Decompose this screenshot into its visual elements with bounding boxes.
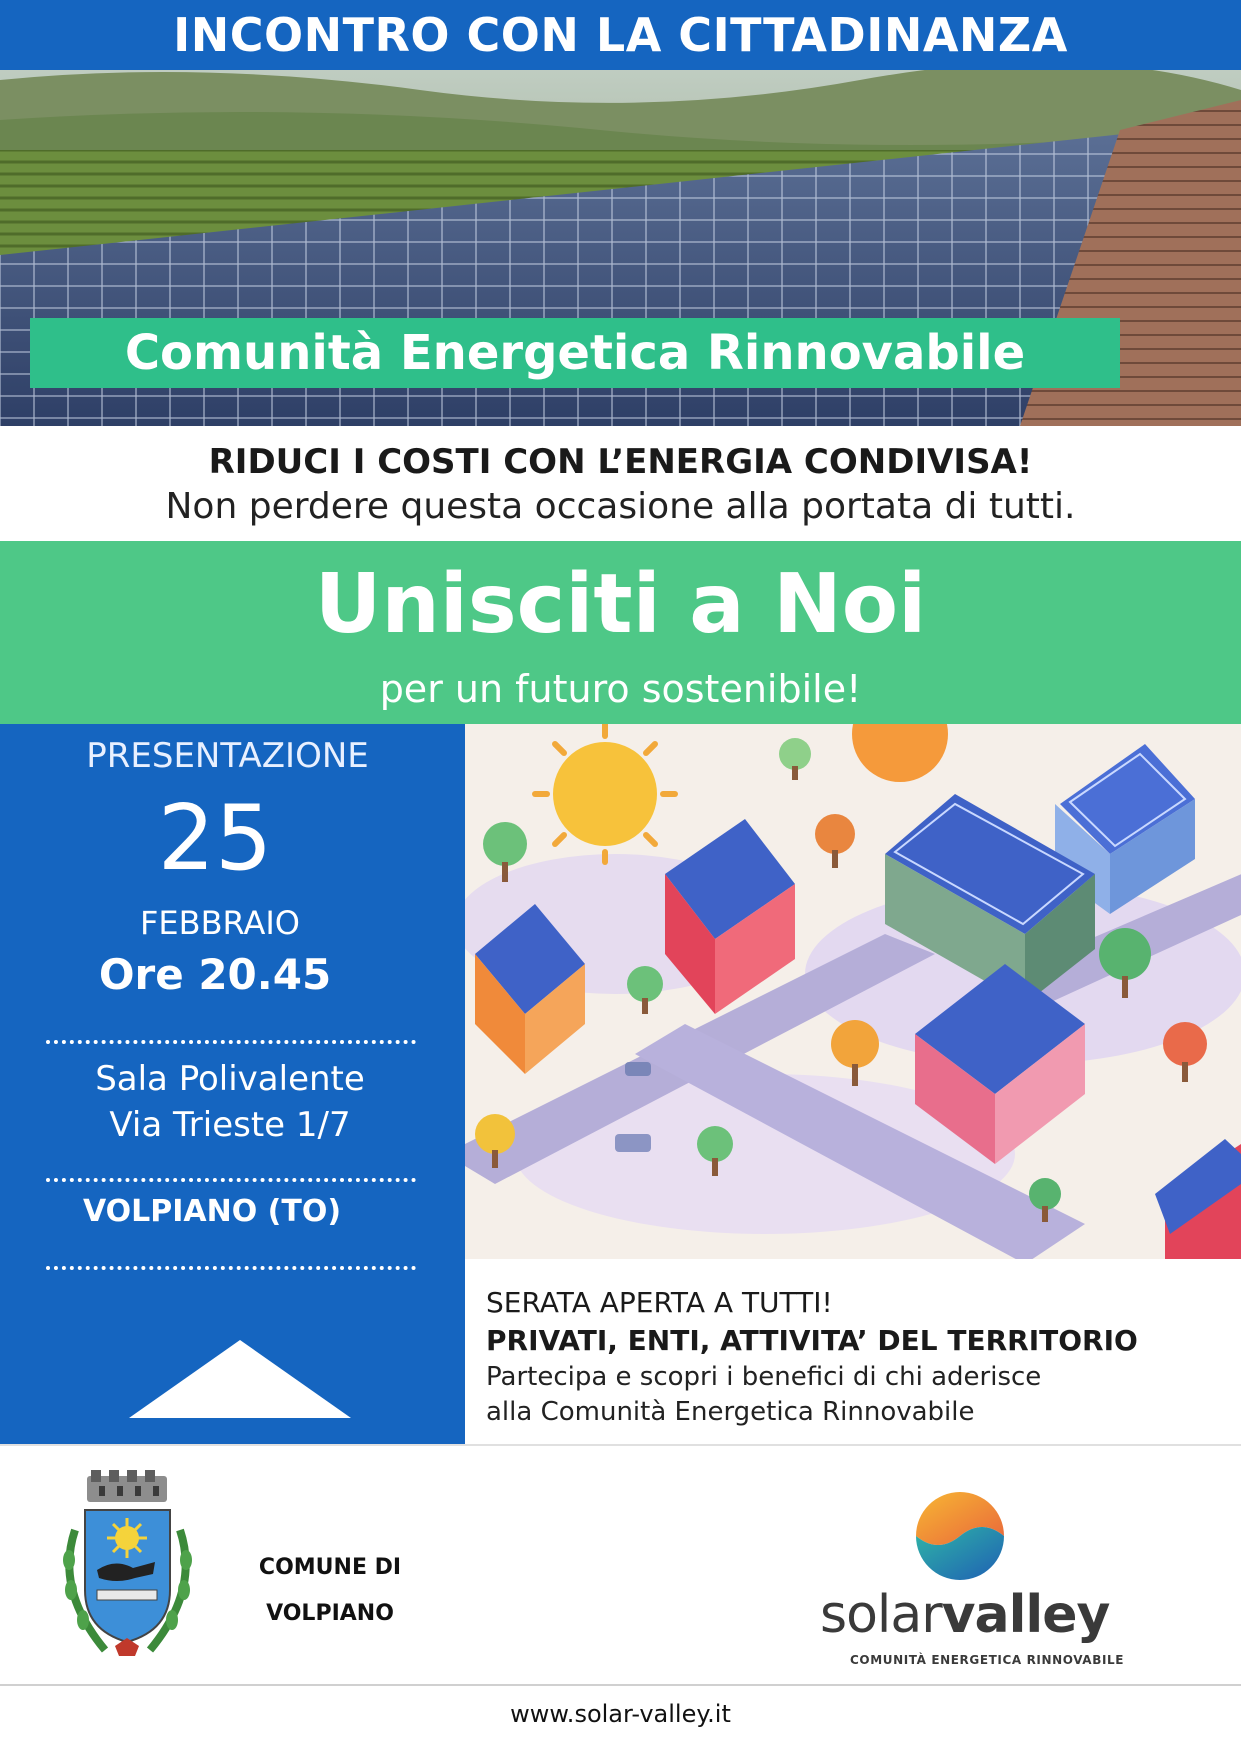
comune-line-2: VOLPIANO [266, 1601, 394, 1626]
community-illustration [465, 724, 1241, 1259]
logo-tagline: COMUNITÀ ENERGETICA RINNOVABILE [850, 1653, 1125, 1667]
village-solar-illustration [465, 724, 1241, 1259]
footer-bottom-divider [0, 1684, 1241, 1686]
sun-icon [535, 724, 675, 862]
venue-address: Via Trieste 1/7 [109, 1105, 351, 1145]
audience-line: PRIVATI, ENTI, ATTIVITA’ DEL TERRITORIO [486, 1324, 1138, 1357]
car [615, 1134, 651, 1152]
website-link[interactable]: www.solar-valley.it [510, 1700, 731, 1728]
wordmark-part-2: valley [941, 1585, 1110, 1645]
event-title: INCONTRO CON LA CITTADINANZA [0, 0, 1241, 70]
event-month: FEBBRAIO [140, 904, 300, 942]
cer-band: Comunità Energetica Rinnovabile [30, 318, 1120, 388]
up-arrow-icon [125, 1336, 355, 1420]
slogan-main: RIDUCI I COSTI CON L’ENERGIA CONDIVISA! [208, 442, 1033, 482]
volpiano-crest-icon [55, 1470, 200, 1660]
comune-label [240, 1545, 420, 1637]
solar-valley-wordmark [820, 1585, 1109, 1645]
join-subtitle: per un futuro sostenibile! [379, 667, 862, 711]
event-time: Ore 20.45 [98, 950, 332, 999]
dotted-divider [46, 1040, 416, 1044]
event-venue [0, 1056, 460, 1148]
event-label: PRESENTAZIONE [86, 736, 369, 776]
join-band [0, 541, 1241, 724]
dotted-divider [46, 1178, 416, 1182]
slogan-sub: Non perdere questa occasione alla portata di tutti. [165, 486, 1076, 527]
join-title: Unisciti a Noi [314, 557, 927, 652]
open-evening-heading: SERATA APERTA A TUTTI! [486, 1286, 833, 1319]
event-info-panel [0, 724, 465, 1444]
car [625, 1062, 651, 1076]
invite-line-2: alla Comunità Energetica Rinnovabile [486, 1397, 975, 1427]
comune-line-1: COMUNE DI [258, 1555, 402, 1580]
open-evening-text [486, 1284, 1226, 1430]
dotted-divider [46, 1266, 416, 1270]
footer-divider [0, 1444, 1241, 1446]
wordmark-part-1: solar [820, 1585, 942, 1645]
venue-name: Sala Polivalente [95, 1059, 365, 1099]
solar-valley-logo-icon [912, 1488, 1008, 1584]
event-day: 25 [157, 786, 273, 891]
hero-photo [0, 0, 1241, 426]
slogan [0, 440, 1241, 530]
invite-line-1: Partecipa e scopri i benefici di chi aderisce [486, 1362, 1042, 1392]
event-city: VOLPIANO (TO) [82, 1194, 342, 1229]
